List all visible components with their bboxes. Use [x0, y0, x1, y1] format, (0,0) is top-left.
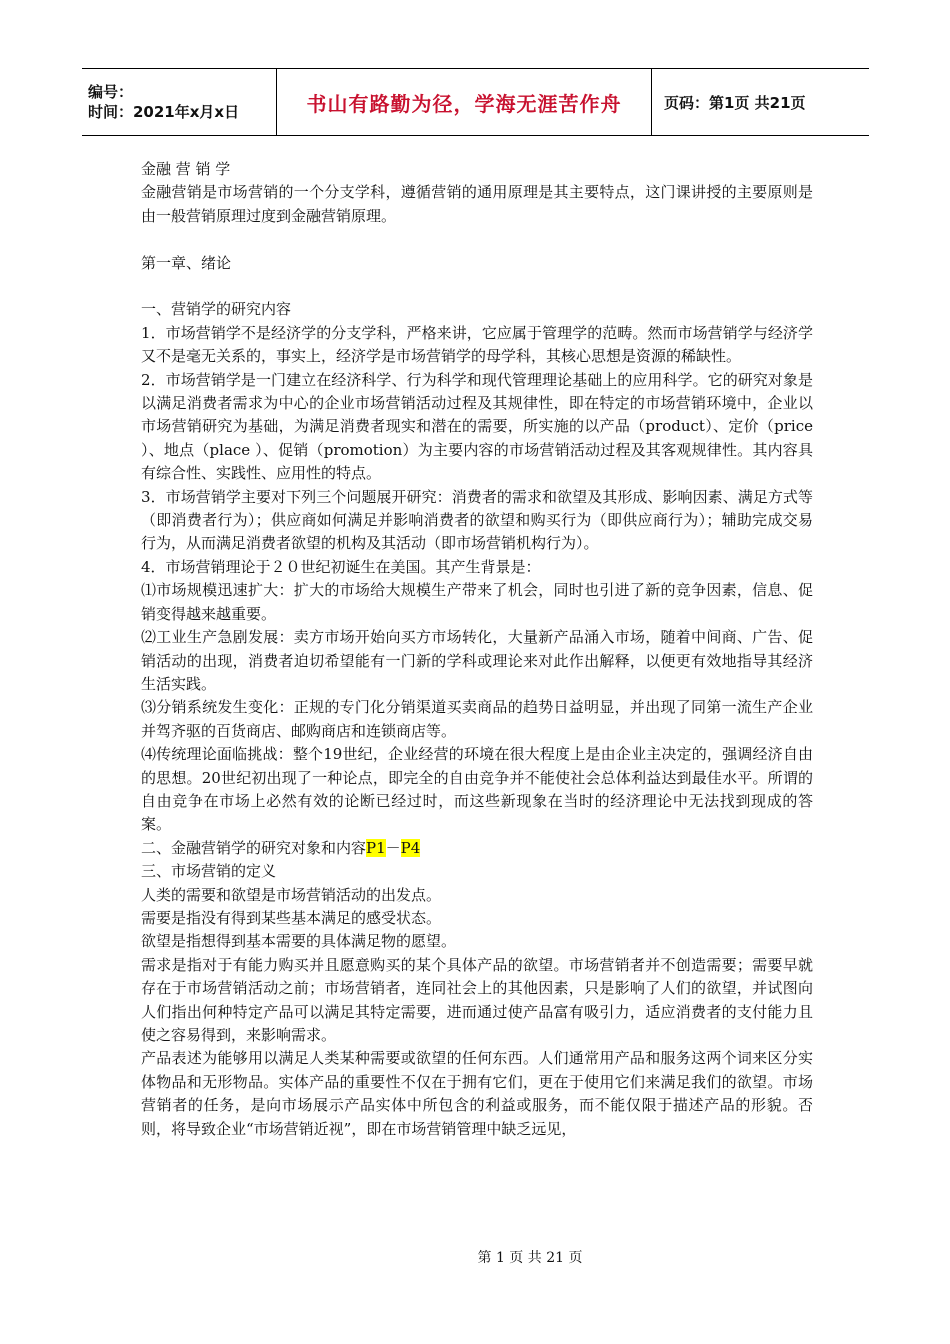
section-heading-1: 一、营销学的研究内容 — [141, 300, 292, 319]
header-page-cell — [652, 69, 870, 136]
intro-paragraph: 金融营销是市场营销的一个分支学科，遵循营销的通用原理是其主要特点，这门课讲授的主要原则是由一般营销原理过度到金融营销原理。 — [141, 183, 813, 225]
header-page-info: 页码：第1页 共21页 — [664, 93, 806, 112]
page-ref-start: P1 — [366, 838, 386, 857]
paragraph-2: 2．市场营销学是一门建立在经济科学、行为科学和现代管理理论基础上的应用科学。它的研究对象是以满足消费者需求为中心的企业市场营销活动过程及其规律性，即在特定的市场营销环境中，企业以市场营销研究为基础，为满足消费者现实和潜在的需要，所实施的以产品（product）、定价（price ）、地点（place ）、促销（promotion）为主要内容的市场营销活动过程及其客观规律性。其内容具有综合性、实践性、应用性的特点。 — [141, 370, 813, 483]
definition-5: 产品表述为能够用以满足人类某种需要或欲望的任何东西。人们通常用产品和服务这两个词来区分实体物品和无形物品。实体产品的重要性不仅在于拥有它们，更在于使用它们来满足我们的欲望。市场营销者的任务，是向市场展示产品实体中所包含的利益或服务，而不能仅限于描述产品的形貌。否则，将导致企业“市场营销近视”，即在市场营销管理中缺乏远见， — [141, 1049, 813, 1138]
header-motto: 书山有路勤为径，学海无涯苦作舟 — [306, 91, 622, 116]
background-item-3: ⑶分销系统发生变化：正规的专门化分销渠道买卖商品的趋势日益明显，并出现了同第一流生产企业并驾齐驱的百货商店、邮购商店和连锁商店等。 — [141, 698, 813, 740]
background-item-2: ⑵工业生产急剧发展：卖方市场开始向买方市场转化，大量新产品涌入市场，随着中间商、广告、促销活动的出现，消费者迫切希望能有一门新的学科或理论来对此作出解释，以便更有效地指导其经济生活实践。 — [141, 628, 813, 693]
page-ref-end: P4 — [400, 838, 421, 857]
page-ref-dash: － — [385, 838, 401, 857]
section-heading-2 — [141, 837, 813, 860]
header-meta-cell — [82, 69, 277, 136]
document-title: 金融 营 销 学 — [141, 160, 231, 178]
definition-3: 欲望是指想得到基本需要的具体满足物的愿望。 — [141, 932, 457, 951]
chapter-heading: 第一章、绪论 — [141, 253, 232, 272]
section-heading-2-text: 二、金融营销学的研究对象和内容 — [141, 838, 367, 857]
document-body — [141, 158, 813, 1141]
document-header — [82, 68, 869, 136]
header-motto-cell — [277, 69, 652, 136]
section-heading-3: 三、市场营销的定义 — [141, 862, 277, 881]
paragraph-1: 1．市场营销学不是经济学的分支学科，严格来讲，它应属于管理学的范畴。然而市场营销学与经济学又不是毫无关系的，事实上，经济学是市场营销学的母学科，其核心思想是资源的稀缺性。 — [141, 323, 813, 366]
definition-4: 需求是指对于有能力购买并且愿意购买的某个具体产品的欲望。市场营销者并不创造需要；需要早就存在于市场营销活动之前；市场营销者，连同社会上的其他因素，只是影响了人们的欲望，并试图向人们指出何种特定产品可以满足其特定需要，进而通过使产品富有吸引力，适应消费者的支付能力且使之容易得到，来影响需求。 — [141, 955, 813, 1044]
footer-page-number: 第 1 页 共 21 页 — [477, 1250, 583, 1266]
header-time-label: 时间：2021年x月x日 — [88, 103, 240, 121]
paragraph-4: 4．市场营销理论于２０世纪初诞生在美国。其产生背景是： — [141, 557, 541, 576]
background-item-4: ⑷传统理论面临挑战：整个19世纪，企业经营的环境在很大程度上是由企业主决定的，强调经济自由的思想。20世纪初出现了一种论点，即完全的自由竞争并不能使社会总体利益达到最佳水平。所谓的自由竞争在市场上必然有效的论断已经过时，而这些新现象在当时的经济理论中无法找到现成的答案。 — [141, 745, 813, 834]
header-number-label: 编号： — [88, 83, 134, 101]
paragraph-3: 3．市场营销学主要对下列三个问题展开研究：消费者的需求和欲望及其形成、影响因素、满足方式等（即消费者行为）；供应商如何满足并影响消费者的欲望和购买行为（即供应商行为）；辅助完成交易行为，从而满足消费者欲望的机构及其活动（即市场营销机构行为）。 — [141, 487, 813, 553]
definition-2: 需要是指没有得到某些基本满足的感受状态。 — [141, 908, 442, 927]
background-item-1: ⑴市场规模迅速扩大：扩大的市场给大规模生产带来了机会，同时也引进了新的竞争因素，信息、促销变得越来越重要。 — [141, 581, 813, 623]
page-footer — [0, 1247, 950, 1267]
definition-1: 人类的需要和欲望是市场营销活动的出发点。 — [141, 885, 442, 904]
